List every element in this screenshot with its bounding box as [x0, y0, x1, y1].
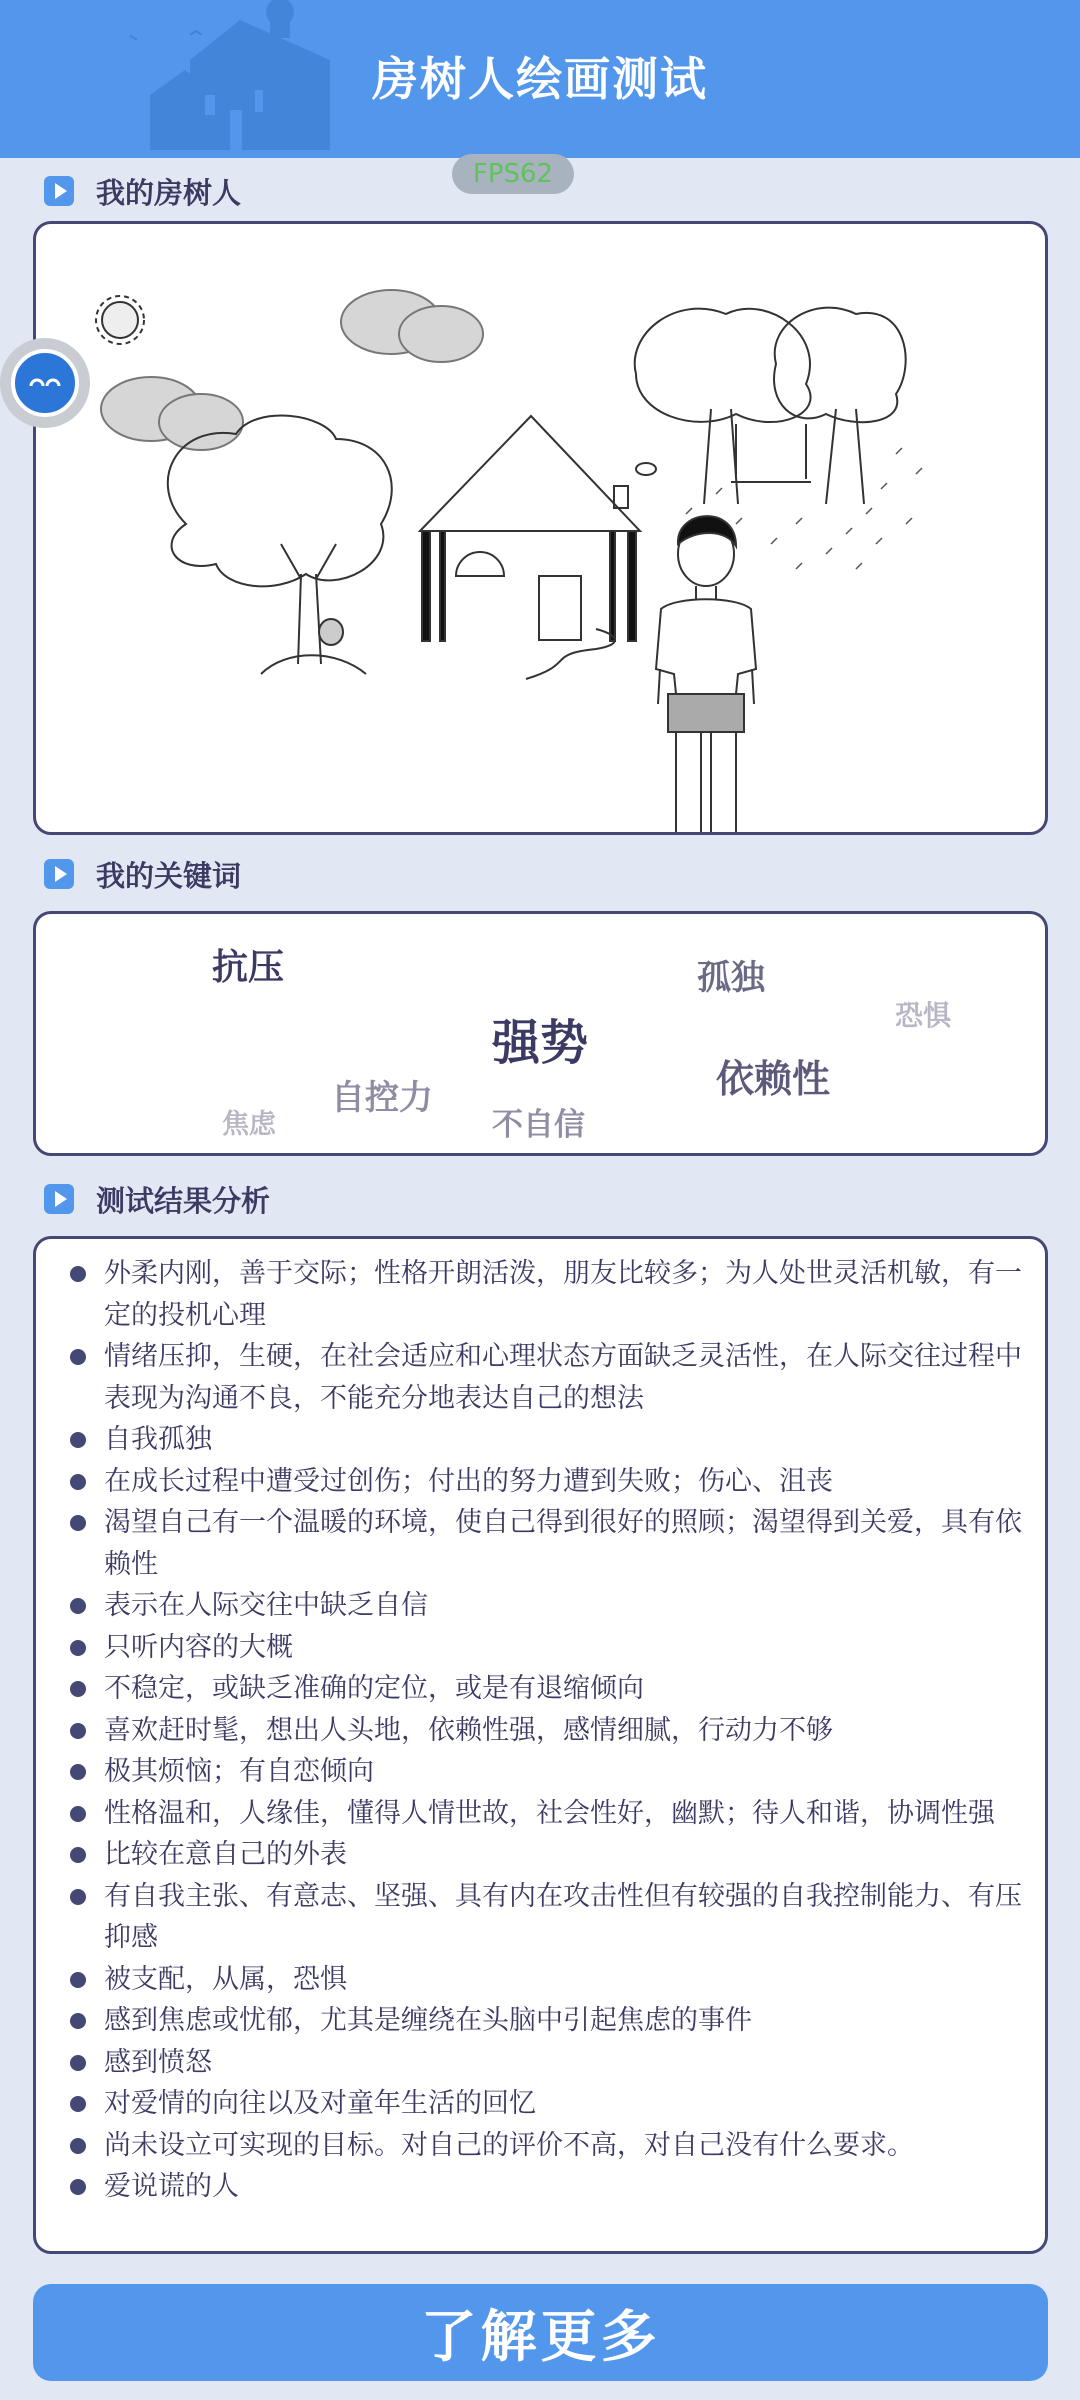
section-heading-analysis: 测试结果分析 [44, 1177, 270, 1221]
app-header [0, 0, 1080, 158]
list-item: 对爱情的向往以及对童年生活的回忆 [64, 2083, 1023, 2125]
list-item: 喜欢赶时髦，想出人头地，依赖性强，感情细腻，行动力不够 [64, 1710, 1023, 1752]
list-item: 情绪压抑，生硬，在社会适应和心理状态方面缺乏灵活性，在人际交往过程中表现为沟通不良，不能充分地表达自己的想法 [64, 1336, 1023, 1419]
house-tree-person-drawing [36, 224, 1045, 832]
section-heading-keywords: 我的关键词 [44, 852, 241, 896]
list-item: 感到愤怒 [64, 2042, 1023, 2084]
list-item: 爱说谎的人 [64, 2166, 1023, 2208]
play-square-icon [44, 1184, 74, 1214]
keyword-tag: 焦虑 [222, 1109, 276, 1140]
sun-icon [96, 296, 144, 344]
play-square-icon [44, 176, 74, 206]
keyword-tag: 依赖性 [716, 1057, 831, 1101]
list-item: 被支配，从属，恐惧 [64, 1959, 1023, 2001]
list-item: 性格温和，人缘佳，懂得人情世故，社会性好，幽默；待人和谐，协调性强 [64, 1793, 1023, 1835]
drawing-card [33, 221, 1048, 835]
list-item: 尚未设立可实现的目标。对自己的评价不高，对自己没有什么要求。 [64, 2125, 1023, 2167]
list-item: 外柔内刚，善于交际；性格开朗活泼，朋友比较多；为人处世灵活机敏，有一定的投机心理 [64, 1253, 1023, 1336]
assistant-face-icon [11, 349, 79, 417]
list-item: 自我孤独 [64, 1419, 1023, 1461]
list-item: 在成长过程中遭受过创伤；付出的努力遭到失败；伤心、沮丧 [64, 1461, 1023, 1503]
trees-swing-icon [635, 308, 906, 504]
list-item: 感到焦虑或忧郁，尤其是缠绕在头脑中引起焦虑的事件 [64, 2000, 1023, 2042]
person-icon [656, 516, 756, 832]
learn-more-button[interactable]: 了解更多 [33, 2284, 1048, 2381]
keyword-tag: 不自信 [492, 1107, 585, 1143]
floating-assistant-button[interactable] [0, 338, 90, 428]
house-icon [420, 416, 656, 679]
keyword-tag: 孤独 [697, 958, 765, 998]
keyword-tag: 抗压 [212, 947, 285, 988]
keyword-tag: 强势 [492, 1015, 589, 1071]
list-item: 渴望自己有一个温暖的环境，使自己得到很好的照顾；渴望得到关爱，具有依赖性 [64, 1502, 1023, 1585]
tree-icon [168, 415, 392, 674]
list-item: 比较在意自己的外表 [64, 1834, 1023, 1876]
fps-counter: FPS62 [452, 154, 574, 194]
keyword-tag: 恐惧 [895, 999, 952, 1032]
page-title: 房树人绘画测试 [372, 52, 708, 106]
section-heading-drawing: 我的房树人 [44, 169, 241, 213]
keywords-card [33, 911, 1048, 1156]
list-item: 不稳定，或缺乏准确的定位，或是有退缩倾向 [64, 1668, 1023, 1710]
list-item: 表示在人际交往中缺乏自信 [64, 1585, 1023, 1627]
list-item: 极其烦恼；有自恋倾向 [64, 1751, 1023, 1793]
list-item: 只听内容的大概 [64, 1627, 1023, 1669]
play-square-icon [44, 859, 74, 889]
result-list [64, 1253, 1023, 2208]
cloud-icon [101, 290, 483, 450]
list-item: 有自我主张、有意志、坚强、具有内在攻击性但有较强的自我控制能力、有压抑感 [64, 1876, 1023, 1959]
results-card [33, 1236, 1048, 2254]
keyword-tag: 自控力 [331, 1078, 433, 1118]
